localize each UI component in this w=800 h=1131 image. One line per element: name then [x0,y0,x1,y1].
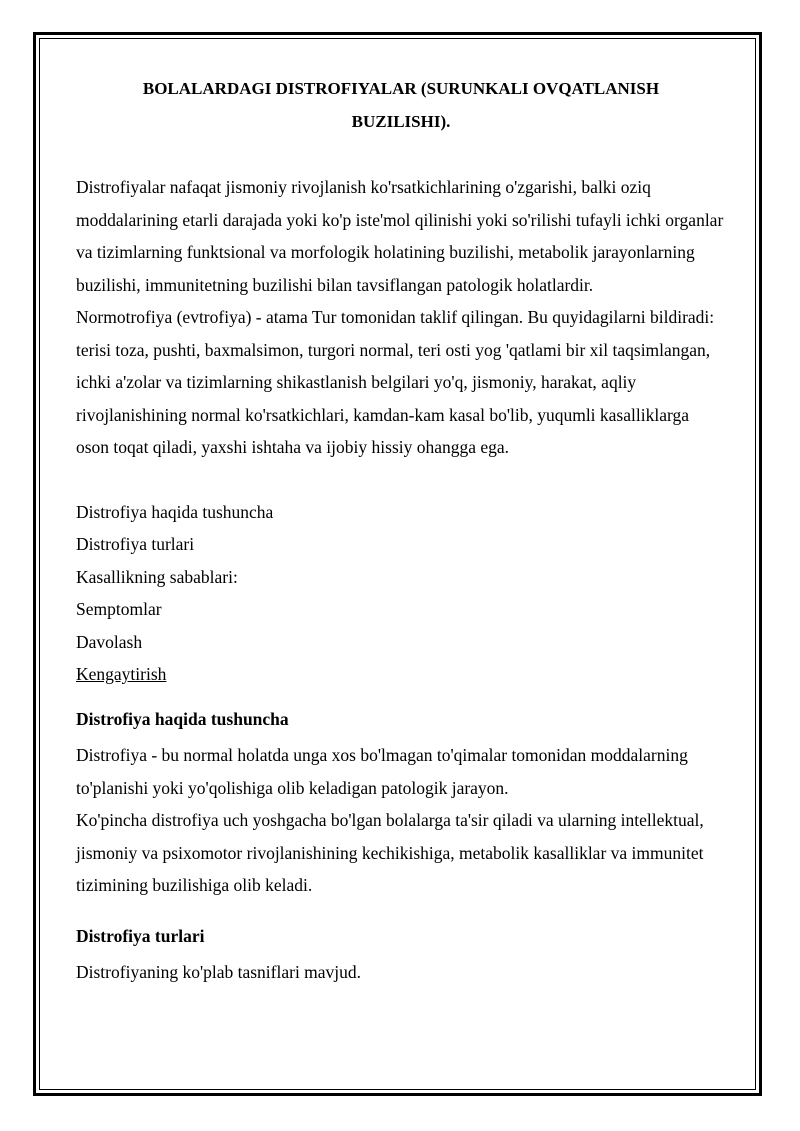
document-body [76,72,726,989]
section-concept-paragraph-1: Distrofiya - bu normal holatda unga xos bo'lmagan to'qimalar tomonidan moddalarning to'planishi yoki yo'qolishiga olib keladigan patologik jarayon. [76,745,688,798]
section-concept-paragraph-2: Ko'pincha distrofiya uch yoshgacha bo'lgan bolalarga ta'sir qiladi va ularning intellektual, jismoniy va psixomotor rivojlanishining kechikishiga, metabolik kasalliklar va immunitet tizimining buzilishiga olib keladi. [76,810,704,895]
toc-item-symptoms: Semptomlar [76,599,162,619]
expand-link[interactable]: Kengaytirish [76,664,167,684]
spacer [76,464,726,496]
toc-item-concept: Distrofiya haqida tushuncha [76,501,274,522]
table-of-contents [76,496,726,691]
toc-item-types: Distrofiya turlari [76,534,195,554]
document-title: BOLALARDAGI DISTROFIYALAR (SURUNKALI OVQATLANISH BUZILISHI). [142,79,660,131]
section-heading-types: Distrofiya turlari [76,925,205,946]
section-types-paragraph-1: Distrofiyaning ko'plab tasniflari mavjud. [76,962,362,982]
intro-paragraph-1: Distrofiyalar nafaqat jismoniy rivojlanish ko'rsatkichlarining o'zgarishi, balki oziq moddalarining etarli darajada yoki ko'p iste'mol qilinishi yoki so'rilishi tufayli ichki organlar va tizimlarning funktsional va morfologik holatining buzilishi, metabolik jarayonlarning buzilishi, immunitetning buzilishi bilan tavsiflangan patologik holatlardir. [76,177,724,295]
toc-item-treatment: Davolash [76,631,143,652]
toc-item-causes: Kasallikning sabablari: [76,566,238,587]
section-heading-concept: Distrofiya haqida tushuncha [76,708,289,729]
intro-paragraph-2: Normotrofiya (evtrofiya) - atama Tur tomonidan taklif qilingan. Bu quyidagilarni bildiradi: terisi toza, pushti, baxmalsimon, turgori normal, teri osti yog 'qatlami bir xil taqsimlangan, ichki a'zolar va tizimlarning shikastlanish belgilari yo'q, jismoniy, harakat, aqliy rivojlanishining normal ko'rsatkichlari, kamdan-kam kasal bo'lib, yuqumli kasalliklarga oson toqat qiladi, yaxshi ishtaha va ijobiy hissiy ohangga ega. [76,307,715,457]
